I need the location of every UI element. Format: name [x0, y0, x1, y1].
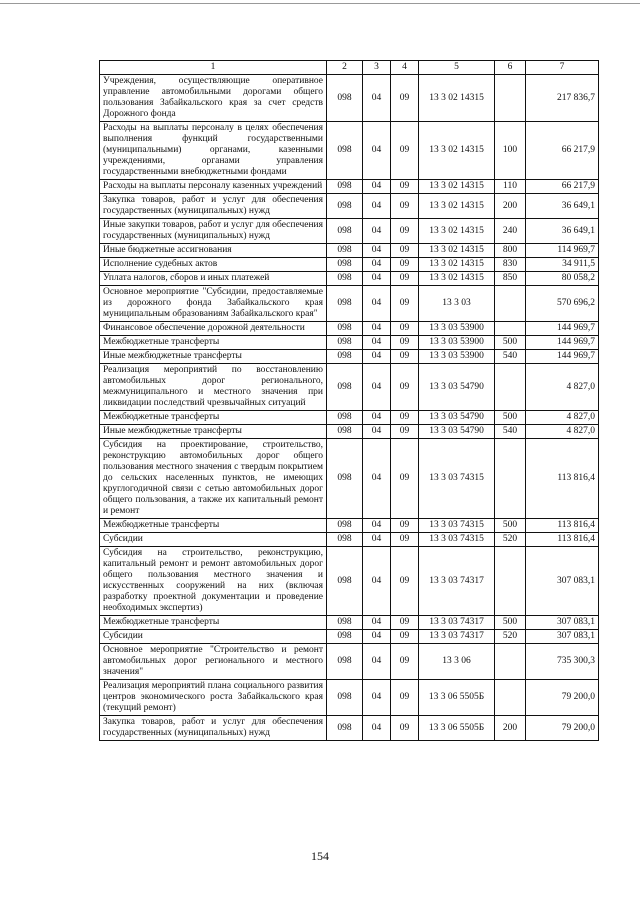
subsection-code-cell: 09 — [391, 350, 419, 364]
table-row — [100, 286, 599, 322]
grbs-code-cell: 098 — [327, 322, 363, 336]
subsection-code-cell: 09 — [391, 547, 419, 616]
subsection-code-cell: 09 — [391, 272, 419, 286]
subsection-code-cell: 09 — [391, 519, 419, 533]
section-code-cell: 04 — [363, 75, 391, 122]
row-name-cell: Учреждения, осуществляющие оперативное управление автомобильными дорогами общего пользования Забайкальского края за счет средств Дорожного фонда — [100, 75, 327, 122]
target-article-cell: 13 3 02 14315 — [419, 180, 495, 194]
section-code-cell: 04 — [363, 180, 391, 194]
table-row — [100, 336, 599, 350]
header-cell: 7 — [526, 61, 599, 75]
amount-cell: 79 200,0 — [526, 716, 599, 741]
header-cell: 6 — [495, 61, 526, 75]
row-name-cell: Иные межбюджетные трансферты — [100, 350, 327, 364]
amount-cell: 735 300,3 — [526, 644, 599, 680]
amount-cell: 66 217,9 — [526, 180, 599, 194]
row-name-cell: Субсидии — [100, 630, 327, 644]
table-row — [100, 644, 599, 680]
grbs-code-cell: 098 — [327, 716, 363, 741]
expense-type-cell: 520 — [495, 630, 526, 644]
amount-cell: 570 696,2 — [526, 286, 599, 322]
amount-cell: 217 836,7 — [526, 75, 599, 122]
row-name-cell: Закупка товаров, работ и услуг для обеспечения государственных (муниципальных) нужд — [100, 194, 327, 219]
target-article-cell: 13 3 03 54790 — [419, 411, 495, 425]
top-rule — [0, 3, 640, 4]
row-name-cell: Расходы на выплаты персоналу в целях обеспечения выполнения функций государственными (муниципальными) органами, казенными учреждениями, органами управления государственными внебюджетными фондами — [100, 122, 327, 180]
row-name-cell: Закупка товаров, работ и услуг для обеспечения государственных (муниципальных) нужд — [100, 716, 327, 741]
row-name-cell: Межбюджетные трансферты — [100, 519, 327, 533]
row-name-cell: Основное мероприятие "Строительство и ремонт автомобильных дорог регионального и местного значения" — [100, 644, 327, 680]
subsection-code-cell: 09 — [391, 439, 419, 519]
amount-cell: 36 649,1 — [526, 219, 599, 244]
target-article-cell: 13 3 03 74315 — [419, 439, 495, 519]
target-article-cell: 13 3 03 74315 — [419, 519, 495, 533]
expense-type-cell: 540 — [495, 350, 526, 364]
budget-table — [99, 60, 599, 741]
amount-cell: 34 911,5 — [526, 258, 599, 272]
target-article-cell: 13 3 03 53900 — [419, 336, 495, 350]
expense-type-cell — [495, 547, 526, 616]
target-article-cell: 13 3 02 14315 — [419, 122, 495, 180]
target-article-cell: 13 3 02 14315 — [419, 194, 495, 219]
subsection-code-cell: 09 — [391, 336, 419, 350]
amount-cell: 307 083,1 — [526, 630, 599, 644]
grbs-code-cell: 098 — [327, 411, 363, 425]
table-row — [100, 244, 599, 258]
expense-type-cell: 500 — [495, 616, 526, 630]
subsection-code-cell: 09 — [391, 75, 419, 122]
table-row — [100, 350, 599, 364]
amount-cell: 79 200,0 — [526, 680, 599, 716]
grbs-code-cell: 098 — [327, 680, 363, 716]
target-article-cell: 13 3 06 — [419, 644, 495, 680]
section-code-cell: 04 — [363, 272, 391, 286]
expense-type-cell — [495, 680, 526, 716]
grbs-code-cell: 098 — [327, 272, 363, 286]
section-code-cell: 04 — [363, 411, 391, 425]
table-row — [100, 630, 599, 644]
expense-type-cell — [495, 364, 526, 411]
expense-type-cell: 830 — [495, 258, 526, 272]
expense-type-cell — [495, 75, 526, 122]
grbs-code-cell: 098 — [327, 439, 363, 519]
table-row — [100, 519, 599, 533]
table-row — [100, 680, 599, 716]
target-article-cell: 13 3 03 54790 — [419, 425, 495, 439]
subsection-code-cell: 09 — [391, 716, 419, 741]
row-name-cell: Субсидия на проектирование, строительство, реконструкцию автомобильных дорог общего пользования местного значения с твердым покрытием до сельских населенных пунктов, не имеющих круглогодичной связи с сетью автомобильных дорог общего пользования, а также их капитальный ремонт и ремонт — [100, 439, 327, 519]
expense-type-cell: 200 — [495, 194, 526, 219]
expense-type-cell: 850 — [495, 272, 526, 286]
subsection-code-cell: 09 — [391, 258, 419, 272]
grbs-code-cell: 098 — [327, 194, 363, 219]
grbs-code-cell: 098 — [327, 364, 363, 411]
expense-type-cell — [495, 644, 526, 680]
grbs-code-cell: 098 — [327, 244, 363, 258]
header-cell: 4 — [391, 61, 419, 75]
subsection-code-cell: 09 — [391, 680, 419, 716]
grbs-code-cell: 098 — [327, 180, 363, 194]
subsection-code-cell: 09 — [391, 364, 419, 411]
row-name-cell: Реализация мероприятий плана социального развития центров экономического роста Забайкальского края (текущий ремонт) — [100, 680, 327, 716]
row-name-cell: Уплата налогов, сборов и иных платежей — [100, 272, 327, 286]
amount-cell: 4 827,0 — [526, 411, 599, 425]
section-code-cell: 04 — [363, 680, 391, 716]
grbs-code-cell: 098 — [327, 336, 363, 350]
section-code-cell: 04 — [363, 194, 391, 219]
target-article-cell: 13 3 03 74317 — [419, 630, 495, 644]
target-article-cell: 13 3 02 14315 — [419, 75, 495, 122]
subsection-code-cell: 09 — [391, 616, 419, 630]
table-row — [100, 322, 599, 336]
grbs-code-cell: 098 — [327, 258, 363, 272]
amount-cell: 114 969,7 — [526, 244, 599, 258]
target-article-cell: 13 3 06 5505Б — [419, 716, 495, 741]
row-name-cell: Основное мероприятие "Субсидии, предоставляемые из дорожного фонда Забайкальского края муниципальным образованиям Забайкальского края" — [100, 286, 327, 322]
amount-cell: 4 827,0 — [526, 425, 599, 439]
expense-type-cell: 500 — [495, 411, 526, 425]
section-code-cell: 04 — [363, 425, 391, 439]
section-code-cell: 04 — [363, 547, 391, 616]
row-name-cell: Субсидия на строительство, реконструкцию, капитальный ремонт и ремонт автомобильных дорог общего пользования местного значения и искусственных сооружений на них (включая разработку проектной документации и проведение необходимых экспертиз) — [100, 547, 327, 616]
grbs-code-cell: 098 — [327, 75, 363, 122]
expense-type-cell — [495, 286, 526, 322]
target-article-cell: 13 3 02 14315 — [419, 272, 495, 286]
row-name-cell: Расходы на выплаты персоналу казенных учреждений — [100, 180, 327, 194]
table-row — [100, 272, 599, 286]
section-code-cell: 04 — [363, 322, 391, 336]
target-article-cell: 13 3 02 14315 — [419, 244, 495, 258]
amount-cell: 307 083,1 — [526, 547, 599, 616]
row-name-cell: Межбюджетные трансферты — [100, 336, 327, 350]
table-row — [100, 547, 599, 616]
header-cell: 3 — [363, 61, 391, 75]
grbs-code-cell: 098 — [327, 350, 363, 364]
section-code-cell: 04 — [363, 616, 391, 630]
target-article-cell: 13 3 03 — [419, 286, 495, 322]
table-row — [100, 533, 599, 547]
row-name-cell: Финансовое обеспечение дорожной деятельности — [100, 322, 327, 336]
row-name-cell: Иные бюджетные ассигнования — [100, 244, 327, 258]
header-cell: 1 — [100, 61, 327, 75]
expense-type-cell: 200 — [495, 716, 526, 741]
expense-type-cell: 800 — [495, 244, 526, 258]
subsection-code-cell: 09 — [391, 180, 419, 194]
grbs-code-cell: 098 — [327, 219, 363, 244]
amount-cell: 144 969,7 — [526, 336, 599, 350]
grbs-code-cell: 098 — [327, 286, 363, 322]
table-row — [100, 180, 599, 194]
target-article-cell: 13 3 06 5505Б — [419, 680, 495, 716]
target-article-cell: 13 3 03 74317 — [419, 547, 495, 616]
amount-cell: 66 217,9 — [526, 122, 599, 180]
amount-cell: 307 083,1 — [526, 616, 599, 630]
grbs-code-cell: 098 — [327, 644, 363, 680]
section-code-cell: 04 — [363, 336, 391, 350]
section-code-cell: 04 — [363, 716, 391, 741]
expense-type-cell: 110 — [495, 180, 526, 194]
row-name-cell: Межбюджетные трансферты — [100, 411, 327, 425]
amount-cell: 144 969,7 — [526, 322, 599, 336]
target-article-cell: 13 3 03 53900 — [419, 350, 495, 364]
grbs-code-cell: 098 — [327, 519, 363, 533]
header-row — [100, 61, 599, 75]
table-row — [100, 411, 599, 425]
section-code-cell: 04 — [363, 219, 391, 244]
section-code-cell: 04 — [363, 244, 391, 258]
subsection-code-cell: 09 — [391, 425, 419, 439]
table-row — [100, 258, 599, 272]
subsection-code-cell: 09 — [391, 322, 419, 336]
section-code-cell: 04 — [363, 644, 391, 680]
page-number: 154 — [311, 849, 329, 863]
table-row — [100, 219, 599, 244]
subsection-code-cell: 09 — [391, 533, 419, 547]
expense-type-cell: 540 — [495, 425, 526, 439]
amount-cell: 144 969,7 — [526, 350, 599, 364]
grbs-code-cell: 098 — [327, 616, 363, 630]
row-name-cell: Иные закупки товаров, работ и услуг для обеспечения государственных (муниципальных) нужд — [100, 219, 327, 244]
grbs-code-cell: 098 — [327, 630, 363, 644]
target-article-cell: 13 3 02 14315 — [419, 219, 495, 244]
grbs-code-cell: 098 — [327, 122, 363, 180]
amount-cell: 36 649,1 — [526, 194, 599, 219]
section-code-cell: 04 — [363, 364, 391, 411]
header-cell: 5 — [419, 61, 495, 75]
target-article-cell: 13 3 02 14315 — [419, 258, 495, 272]
expense-type-cell: 500 — [495, 519, 526, 533]
row-name-cell: Реализация мероприятий по восстановлению автомобильных дорог регионального, межмуниципального и местного значения при ликвидации последствий чрезвычайных ситуаций — [100, 364, 327, 411]
table-row — [100, 716, 599, 741]
section-code-cell: 04 — [363, 122, 391, 180]
section-code-cell: 04 — [363, 258, 391, 272]
header-cell: 2 — [327, 61, 363, 75]
table-row — [100, 425, 599, 439]
amount-cell: 113 816,4 — [526, 533, 599, 547]
table-row — [100, 364, 599, 411]
subsection-code-cell: 09 — [391, 122, 419, 180]
section-code-cell: 04 — [363, 286, 391, 322]
expense-type-cell — [495, 439, 526, 519]
expense-type-cell: 240 — [495, 219, 526, 244]
amount-cell: 4 827,0 — [526, 364, 599, 411]
section-code-cell: 04 — [363, 630, 391, 644]
table-row — [100, 122, 599, 180]
section-code-cell: 04 — [363, 439, 391, 519]
subsection-code-cell: 09 — [391, 219, 419, 244]
grbs-code-cell: 098 — [327, 425, 363, 439]
expense-type-cell: 500 — [495, 336, 526, 350]
table-row — [100, 194, 599, 219]
subsection-code-cell: 09 — [391, 411, 419, 425]
target-article-cell: 13 3 03 74315 — [419, 533, 495, 547]
subsection-code-cell: 09 — [391, 630, 419, 644]
table-body — [100, 75, 599, 741]
subsection-code-cell: 09 — [391, 244, 419, 258]
expense-type-cell: 520 — [495, 533, 526, 547]
table-row — [100, 439, 599, 519]
subsection-code-cell: 09 — [391, 286, 419, 322]
section-code-cell: 04 — [363, 533, 391, 547]
section-code-cell: 04 — [363, 519, 391, 533]
table-row — [100, 616, 599, 630]
expense-type-cell: 100 — [495, 122, 526, 180]
row-name-cell: Межбюджетные трансферты — [100, 616, 327, 630]
subsection-code-cell: 09 — [391, 644, 419, 680]
table-row — [100, 75, 599, 122]
target-article-cell: 13 3 03 74317 — [419, 616, 495, 630]
row-name-cell: Исполнение судебных актов — [100, 258, 327, 272]
target-article-cell: 13 3 03 53900 — [419, 322, 495, 336]
expense-type-cell — [495, 322, 526, 336]
grbs-code-cell: 098 — [327, 533, 363, 547]
amount-cell: 80 058,2 — [526, 272, 599, 286]
section-code-cell: 04 — [363, 350, 391, 364]
amount-cell: 113 816,4 — [526, 519, 599, 533]
amount-cell: 113 816,4 — [526, 439, 599, 519]
row-name-cell: Субсидии — [100, 533, 327, 547]
subsection-code-cell: 09 — [391, 194, 419, 219]
grbs-code-cell: 098 — [327, 547, 363, 616]
target-article-cell: 13 3 03 54790 — [419, 364, 495, 411]
row-name-cell: Иные межбюджетные трансферты — [100, 425, 327, 439]
